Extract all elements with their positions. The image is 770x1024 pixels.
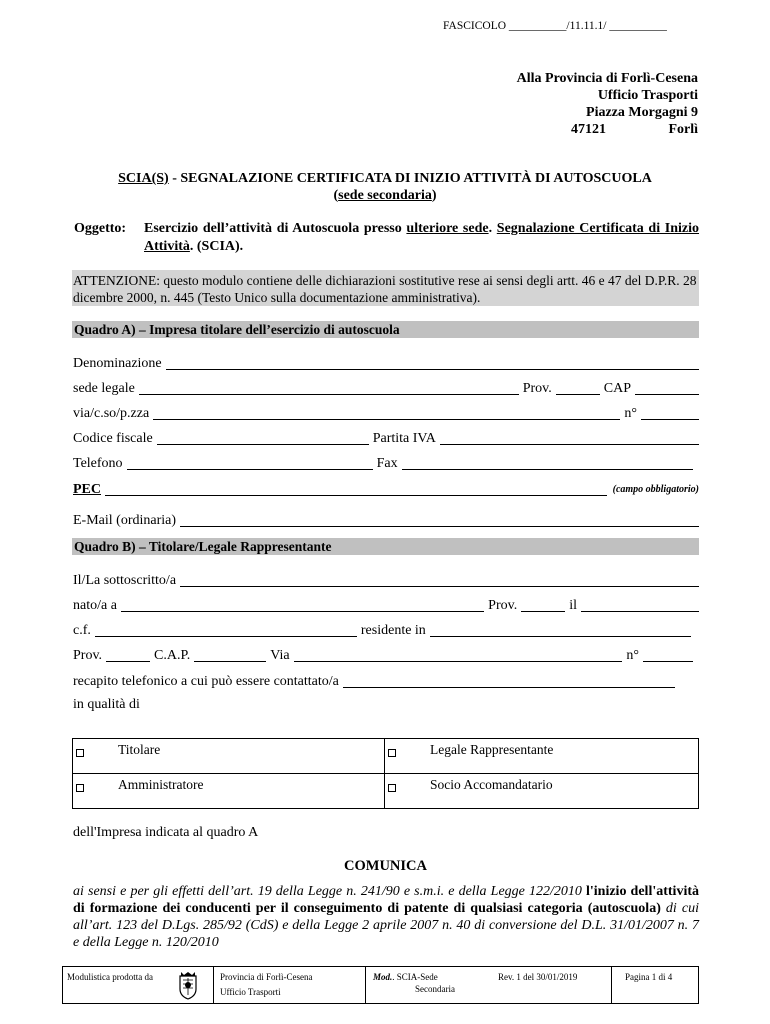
field-numero[interactable] — [641, 406, 699, 420]
footer-produced-by: Modulistica prodotta da — [67, 972, 153, 982]
comunica-heading: COMUNICA — [344, 858, 427, 874]
field-data-nascita[interactable] — [581, 598, 699, 612]
footer-revision: Rev. 1 del 30/01/2019 — [498, 972, 578, 982]
label-via-residenza: Via — [270, 648, 290, 663]
field-recapito[interactable] — [343, 674, 675, 688]
label-prov: Prov. — [522, 381, 552, 396]
attenzione-notice: ATTENZIONE: questo modulo contiene delle dichiarazioni sostitutive rese ai sensi degli artt. 46 e 47 del D.P.R. 28 dicembre 2000, n. 445 (Testo Unico sulla documentazione amministrativa). — [72, 270, 699, 306]
address-city: Forlì — [668, 122, 698, 137]
field-cap-residenza[interactable] — [194, 648, 266, 662]
label-numero: n° — [624, 406, 637, 421]
row-via — [73, 405, 699, 423]
label-qualita: in qualità di — [73, 697, 140, 712]
option-label: Socio Accomandatario — [430, 777, 553, 792]
row-email — [73, 512, 699, 530]
label-nato: nato/a a — [73, 598, 117, 613]
oggetto-part2: ulteriore sede — [406, 221, 489, 236]
address-city-line — [571, 121, 698, 138]
row-recapito — [73, 673, 699, 691]
row-denominazione — [73, 355, 699, 373]
footer-province: Provincia di Forlì-Cesena — [220, 972, 313, 982]
field-prov-residenza[interactable] — [106, 648, 150, 662]
quadro-b-header: Quadro B) – Titolare/Legale Rappresentante — [72, 538, 699, 555]
field-codice-fiscale[interactable] — [157, 431, 369, 445]
label-numero-residenza: n° — [626, 648, 639, 663]
footer-page-number: Pagina 1 di 4 — [625, 972, 673, 982]
label-sottoscritto: Il/La sottoscritto/a — [73, 573, 177, 588]
label-cap-residenza: C.A.P. — [154, 648, 191, 663]
field-via[interactable] — [153, 406, 620, 420]
label-prov-nascita: Prov. — [488, 598, 518, 613]
label-email: E-Mail (ordinaria) — [73, 513, 177, 528]
province-seal-icon — [177, 971, 199, 1000]
label-cf: c.f. — [73, 623, 91, 638]
option-socio-accomandatario[interactable] — [385, 774, 699, 809]
comunica-italic-1: ai sensi e per gli effetti dell’art. 19 della Legge n. 241/90 e s.m.i. e della Legge 122/2010 — [73, 884, 586, 899]
checkbox-icon[interactable] — [76, 749, 84, 757]
address-cap: 47121 — [571, 122, 606, 137]
oggetto-part3: . — [488, 221, 497, 236]
row-sede-legale — [73, 380, 699, 398]
option-label: Amministratore — [118, 777, 204, 792]
label-il: il — [569, 598, 577, 613]
checkbox-icon[interactable] — [388, 784, 396, 792]
field-sede-legale[interactable] — [139, 381, 519, 395]
address-line-3: Piazza Morgagni 9 — [586, 105, 698, 120]
label-pec: PEC — [73, 482, 101, 497]
pec-required-note: (campo obbligatorio) — [612, 484, 699, 495]
option-legale-rappresentante[interactable] — [385, 739, 699, 774]
field-denominazione[interactable] — [166, 356, 699, 370]
footer-mod — [373, 971, 438, 983]
page-footer — [62, 966, 699, 1004]
title-text: - SEGNALAZIONE CERTIFICATA DI INIZIO ATTIVITÀ DI AUTOSCUOLA — [168, 171, 652, 186]
recipient-address — [517, 70, 698, 138]
comunica-paragraph — [73, 883, 699, 951]
document-title — [72, 170, 698, 204]
label-prov-residenza: Prov. — [73, 648, 103, 663]
oggetto-part1: Esercizio dell’attività di Autoscuola presso — [144, 221, 407, 236]
oggetto-section — [74, 220, 699, 256]
footer-divider — [611, 967, 612, 1003]
label-partita-iva: Partita IVA — [372, 431, 436, 446]
comunica-italic-2: di cui all’art. 123 del D.Lgs. 285/92 (CdS) e della Legge 2 aprile 2007 n. 40 di conversione del D.L. 31/01/2007 n. 7 e della Legge n. 120/2010 — [73, 901, 699, 950]
label-fax: Fax — [376, 456, 398, 471]
quadro-a-header: Quadro A) – Impresa titolare dell’esercizio di autoscuola — [72, 321, 699, 338]
option-amministratore[interactable] — [73, 774, 385, 809]
field-prov[interactable] — [556, 381, 600, 395]
footer-mod-sub: Secondaria — [415, 984, 455, 994]
field-prov-nascita[interactable] — [521, 598, 565, 612]
oggetto-part5: . (SCIA). — [189, 239, 244, 254]
field-telefono[interactable] — [127, 456, 373, 470]
title-paren-close: ) — [431, 188, 437, 203]
field-numero-residenza[interactable] — [643, 648, 693, 662]
label-residente: residente in — [360, 623, 426, 638]
label-sede-legale: sede legale — [73, 381, 135, 396]
footer-divider — [365, 967, 366, 1003]
title-code: SCIA(S) — [118, 171, 169, 186]
row-pec — [73, 481, 699, 499]
field-fax[interactable] — [402, 456, 693, 470]
field-pec[interactable] — [105, 482, 607, 496]
field-partita-iva[interactable] — [440, 431, 699, 445]
checkbox-icon[interactable] — [76, 784, 84, 792]
address-line-2: Ufficio Trasporti — [597, 88, 698, 103]
qualita-options-table — [72, 738, 699, 809]
oggetto-label: Oggetto: — [74, 221, 127, 236]
field-cap[interactable] — [635, 381, 699, 395]
checkbox-icon[interactable] — [388, 749, 396, 757]
row-sottoscritto — [73, 572, 699, 590]
label-cap: CAP — [603, 381, 631, 396]
field-residente[interactable] — [430, 623, 691, 637]
label-codice-fiscale: Codice fiscale — [73, 431, 153, 446]
label-via: via/c.so/p.zza — [73, 406, 150, 421]
option-titolare[interactable] — [73, 739, 385, 774]
label-denominazione: Denominazione — [73, 356, 162, 371]
row-telefono — [73, 455, 699, 473]
option-label: Legale Rappresentante — [430, 742, 554, 757]
comunica-bold: l'inizio dell'attività di formazione dei conducenti per il conseguimento di patente di qualsiasi categoria (autoscuola) — [73, 884, 699, 916]
footer-divider — [213, 967, 214, 1003]
label-recapito: recapito telefonico a cui può essere contattato/a — [73, 674, 339, 689]
field-cf[interactable] — [95, 623, 357, 637]
row-indirizzo — [73, 647, 699, 665]
label-telefono: Telefono — [73, 456, 123, 471]
row-codice-fiscale — [73, 430, 699, 448]
impresa-note: dell'Impresa indicata al quadro A — [73, 825, 259, 840]
address-line-1: Alla Provincia di Forlì-Cesena — [516, 71, 698, 86]
footer-mod-label: Mod. — [373, 972, 393, 982]
field-via-residenza[interactable] — [294, 648, 623, 662]
field-nato[interactable] — [121, 598, 484, 612]
oggetto-part4: Segnalazione Certificata di Inizio Attività — [144, 221, 700, 254]
oggetto-text — [144, 220, 699, 256]
row-cf — [73, 622, 699, 640]
footer-office: Ufficio Trasporti — [220, 987, 281, 997]
field-sottoscritto[interactable] — [180, 573, 699, 587]
footer-mod-code: . SCIA-Sede — [392, 972, 438, 982]
title-subtitle: sede secondaria — [338, 188, 432, 203]
title-paren-open: ( — [333, 188, 339, 203]
row-nato — [73, 597, 699, 615]
option-label: Titolare — [118, 742, 161, 757]
fascicolo-line: FASCICOLO __________/11.11.1/ __________ — [443, 20, 667, 32]
field-email[interactable] — [180, 513, 699, 527]
